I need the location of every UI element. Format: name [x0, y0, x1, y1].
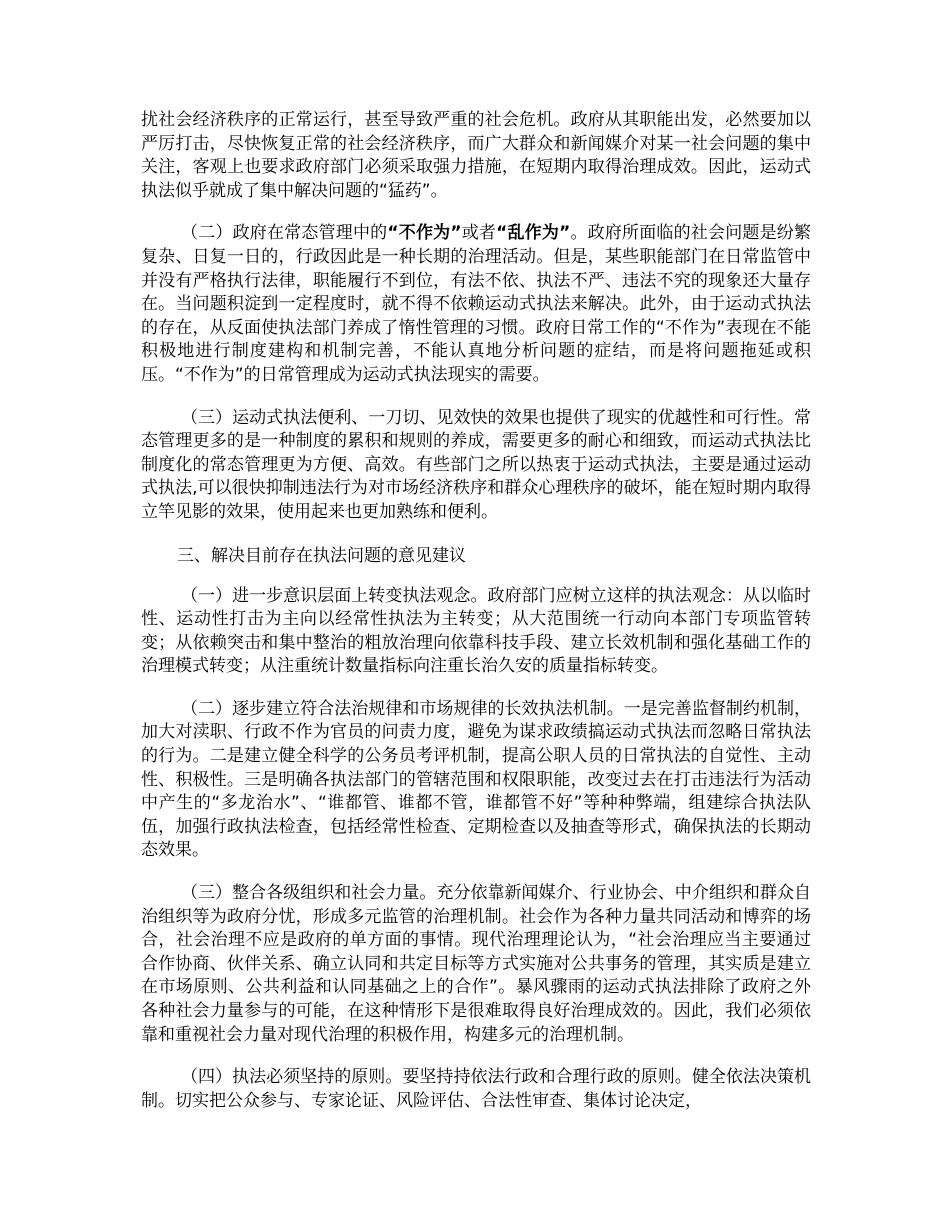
paragraph-inaction-lead: （二）政府在常态管理中的	[181, 223, 388, 244]
document-page	[141, 109, 811, 1132]
suggestion-social-forces: （三）整合各级组织和社会力量。充分依靠新闻媒介、行业协会、中介组织和群众自治组织等为政府分忧，形成多元监管的治理机制。社会作为各种力量共同活动和博弈的场合，社会治理不应是政府的单方面的事情。现代治理理论认为，“社会治理应当主要通过合作协商、伙伴关系、确立认同和共定目标等方式实施对公共事务的管理，其实质是建立在市场原则、公共利益和认同基础之上的合作”。暴风骤雨的运动式执法排除了政府之外各种社会力量参与的可能，在这种情形下是很难取得良好治理成效的。因此，我们必须依靠和重视社会力量对现代治理的积极作用，构建多元的治理机制。	[141, 883, 811, 1045]
section-heading: 三、解决目前存在执法问题的意见建议	[177, 545, 466, 566]
suggestion-mechanism: （二）逐步建立符合法治规律和市场规律的长效执法机制。一是完善监督制约机制，加大对渎职、行政不作为官员的问责力度，避免为谋求政绩搞运动式执法而忽略日常执法的行为。二是建立健全科学的公务员考评机制，提高公职人员的日常执法的自觉性、主动性、积极性。三是明确各执法部门的管辖范围和权限职能，改变过去在打击违法行为活动中产生的“多龙治水”、“谁都管、谁都不管，谁都管不好”等种种弊端，组建综合执法队伍，加强行政执法检查，包括经常性检查、定期检查以及抽查等形式，确保执法的长期动态效果。	[141, 698, 811, 861]
suggestion-principles: （四）执法必须坚持的原则。要坚持持依法行政和合理行政的原则。健全依法决策机制。切实把公众参与、专家论证、风险评估、合法性审查、集体讨论决定，	[141, 1067, 811, 1111]
paragraph-inaction	[141, 222, 811, 387]
paragraph-inaction-body: 。政府所面临的社会问题是纷繁复杂、日复一日的，行政因此是一种长期的治理活动。但是，某些职能部门在日常监管中并没有严格执行法律，职能履行不到位，有法不依、执法不严、违法不究的现象还大量存在。当问题积淀到一定程度时，就不得不依赖运动式执法来解决。此外，由于运动式执法的存在，从反面使执法部门养成了惰性管理的习惯。政府日常工作的“不作为”表现在不能积极地进行制度建构和机制完善，不能认真地分析问题的症结，而是将问题拖延或积压。“不作为”的日常管理成为运动式执法现实的需要。	[141, 223, 812, 385]
suggestion-concept: （一）进一步意识层面上转变执法观念。政府部门应树立这样的执法观念：从以临时性、运动性打击为主向以经常性执法为主转变；从大范围统一行动向本部门专项监管转变；从依赖突击和集中整治的粗放治理向依靠科技手段、建立长效机制和强化基础工作的治理模式转变；从注重统计数量指标向注重长治久安的质量指标转变。	[141, 585, 811, 677]
paragraph-continuation: 扰社会经济秩序的正常运行，甚至导致严重的社会危机。政府从其职能出发，必然要加以严厉打击，尽快恢复正常的社会经济秩序，而广大群众和新闻媒介对某一社会问题的集中关注，客观上也要求政府部门必须采取强力措施，在短期内取得治理成效。因此，运动式执法似乎就成了集中解决问题的“猛药”。	[141, 110, 811, 201]
term-misconduct: “乱作为”	[496, 223, 571, 244]
paragraph-inaction-mid: 或者	[461, 223, 497, 244]
paragraph-convenience: （三）运动式执法便利、一刀切、见效快的效果也提供了现实的优越性和可行性。常态管理更多的是一种制度的累积和规则的养成，需要更多的耐心和细致，而运动式执法比制度化的常态管理更为方便、高效。有些部门之所以热衷于运动式执法，主要是通过运动式执法,可以很快抑制违法行为对市场经济秩序和群众心理秩序的破坏，能在短时期内取得立竿见影的效果，使用起来也更加熟练和便利。	[141, 407, 811, 522]
term-inaction: “不作为”	[387, 223, 462, 244]
